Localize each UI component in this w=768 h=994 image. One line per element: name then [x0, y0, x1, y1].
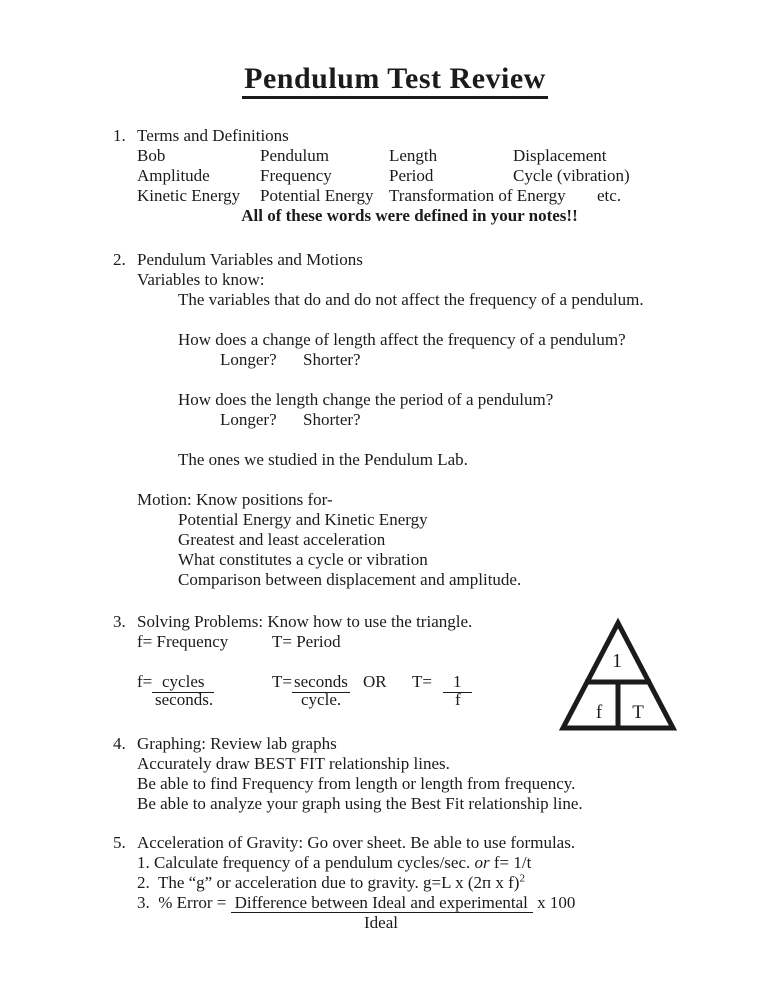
variables-line: The variables that do and do not affect the frequency of a pendulum.: [178, 290, 644, 309]
section-terms: [113, 126, 688, 226]
section-graphing: [113, 734, 688, 814]
term-cell: etc.: [597, 186, 622, 205]
variables-subheading: Variables to know:: [137, 270, 265, 289]
section-number: 5.: [113, 833, 126, 852]
term-cell: Transformation of Energy: [389, 186, 566, 205]
t2-denominator: f: [455, 690, 461, 709]
t-equals: T=: [272, 672, 292, 691]
triangle-right-label: T: [632, 702, 644, 723]
section-number: 1.: [113, 126, 126, 145]
term-cell: Amplitude: [137, 166, 210, 185]
terms-row: [137, 186, 688, 206]
term-cell: Length: [389, 146, 438, 165]
f-numerator: cycles: [152, 672, 214, 693]
longer-label: Longer?: [220, 350, 277, 369]
shorter-label: Shorter?: [303, 350, 361, 369]
section-heading: Acceleration of Gravity: Go over sheet. Be able to use formulas.: [137, 833, 576, 852]
f-denominator: seconds.: [155, 690, 214, 709]
longer-label: Longer?: [220, 410, 277, 429]
terms-note: All of these words were defined in your notes!!: [241, 206, 578, 225]
t-denominator: cycle.: [301, 690, 342, 709]
graphing-line: Be able to analyze your graph using the Best Fit relationship line.: [137, 794, 583, 813]
graphing-line: Be able to find Frequency from length or length from frequency.: [137, 774, 576, 793]
graphing-line: Accurately draw BEST FIT relationship lines.: [137, 754, 450, 773]
gravity-item-text: 1. Calculate frequency of a pendulum cycles/sec.: [137, 853, 475, 872]
terms-row: [137, 146, 688, 166]
question-frequency: How does a change of length affect the frequency of a pendulum?: [178, 330, 626, 349]
term-cell: Bob: [137, 146, 166, 165]
section-gravity: [113, 833, 688, 933]
gravity-item-frequency: [137, 853, 688, 873]
term-cell: Potential Energy: [260, 186, 374, 205]
section-heading: Terms and Definitions: [137, 126, 289, 145]
gravity-item-text: f= 1/t: [489, 853, 532, 872]
section-number: 4.: [113, 734, 126, 753]
f-equals: f=: [137, 672, 153, 691]
triangle-left-label: f: [595, 702, 603, 723]
motion-item: Potential Energy and Kinetic Energy: [178, 510, 428, 529]
term-cell: Cycle (vibration): [513, 166, 630, 185]
term-cell: Kinetic Energy: [137, 186, 241, 205]
or-label: OR: [363, 672, 387, 691]
terms-row: [137, 166, 688, 186]
term-cell: Pendulum: [260, 146, 329, 165]
longer-shorter-row: [220, 410, 688, 430]
gravity-item-text: 2. The “g” or acceleration due to gravity. g=L x (2п x f): [137, 873, 520, 892]
gravity-item-text: x 100: [532, 893, 576, 912]
section-number: 3.: [113, 612, 126, 631]
motion-item: What constitutes a cycle or vibration: [178, 550, 428, 569]
triangle-diagram: [556, 616, 678, 734]
motion-heading: Motion: Know positions for-: [137, 490, 333, 509]
t2-numerator: 1: [443, 672, 472, 693]
studied-line: The ones we studied in the Pendulum Lab.: [178, 450, 468, 469]
gravity-item-g-formula: [137, 873, 688, 893]
exponent: 2: [519, 872, 525, 885]
gravity-item-text: 3. % Error =: [137, 893, 227, 912]
gravity-item-italic: or: [474, 853, 490, 872]
term-cell: Period: [389, 166, 434, 185]
triangle-top-label: 1: [612, 650, 622, 672]
frequency-definition: f= Frequency: [137, 632, 229, 651]
document-title-row: [113, 62, 677, 99]
section-heading: Graphing: Review lab graphs: [137, 734, 337, 753]
shorter-label: Shorter?: [303, 410, 361, 429]
t-numerator: seconds: [294, 672, 348, 691]
error-numerator: Difference between Ideal and experimental: [231, 893, 533, 913]
question-period: How does the length change the period of a pendulum?: [178, 390, 554, 409]
document-title: Pendulum Test Review: [242, 62, 548, 99]
term-cell: Displacement: [513, 146, 607, 165]
section-heading: Pendulum Variables and Motions: [137, 250, 363, 269]
motion-item: Comparison between displacement and amplitude.: [178, 570, 522, 589]
section-number: 2.: [113, 250, 126, 269]
t2-equals: T=: [412, 672, 432, 691]
gravity-item-percent-error: [137, 893, 688, 913]
section-variables: [113, 250, 688, 590]
error-denominator: Ideal: [364, 913, 398, 932]
period-definition: T= Period: [272, 632, 341, 651]
longer-shorter-row: [220, 350, 688, 370]
motion-item: Greatest and least acceleration: [178, 530, 386, 549]
section-heading: Solving Problems: Know how to use the triangle.: [137, 612, 473, 631]
term-cell: Frequency: [260, 166, 332, 185]
